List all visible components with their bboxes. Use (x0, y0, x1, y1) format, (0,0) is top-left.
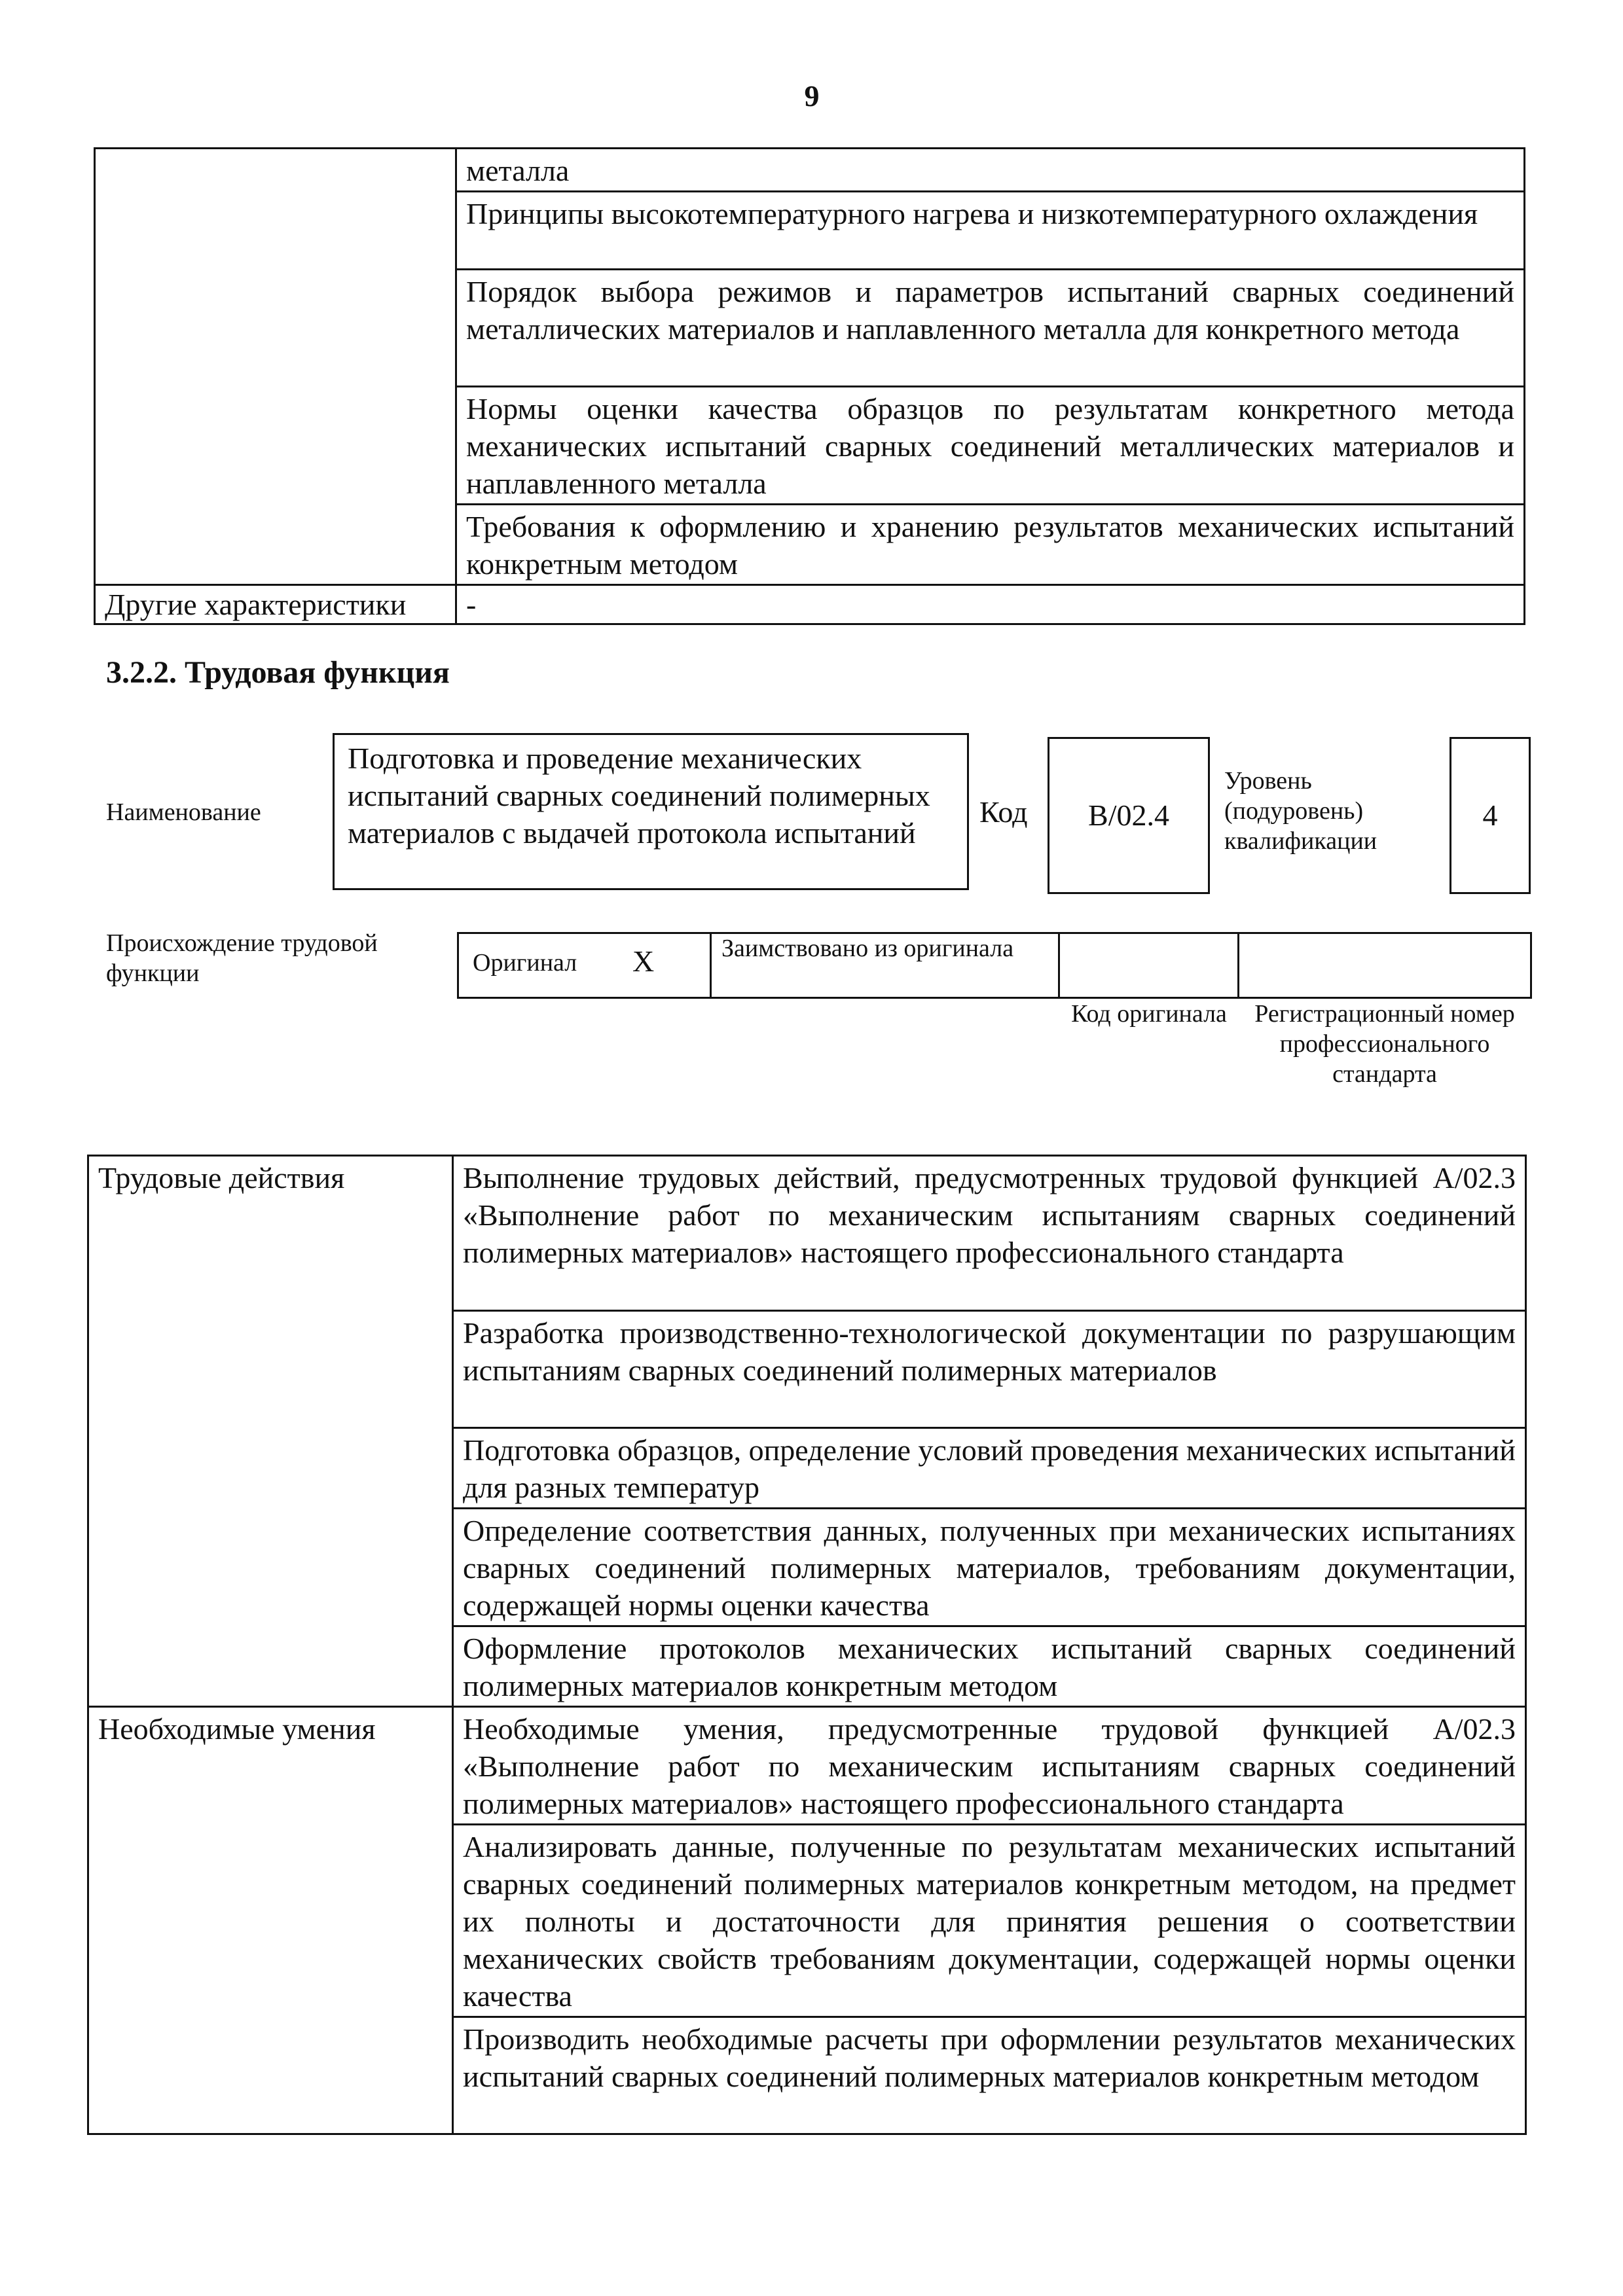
knowledge-item: Нормы оценки качества образцов по результатам конкретного метода механических испытаний сварных соединений металлических материалов и наплавленного металла (456, 387, 1525, 505)
code-original-caption: Код оригинала (1071, 1000, 1227, 1028)
origin-divider (710, 932, 712, 999)
empty-label-cell (95, 149, 456, 585)
origin-label: Происхождение трудовой функции (106, 929, 378, 987)
table-row (88, 1156, 1526, 1311)
other-characteristics-label: Другие характеристики (95, 585, 456, 624)
knowledge-item: Порядок выбора режимов и параметров испытаний сварных соединений металлических материалов и наплавленного металла для конкретного метода (456, 270, 1525, 387)
table-row (95, 149, 1525, 192)
name-label: Наименование (106, 798, 261, 826)
original-label: Оригинал (473, 949, 577, 977)
borrowed-label: Заимствовано из оригинала (721, 935, 1014, 962)
actions-label: Трудовые действия (88, 1156, 453, 1707)
skill-item: Необходимые умения, предусмотренные трудовой функцией А/02.3 «Выполнение работ по механическим испытаниям сварных соединений полимерных материалов» настоящего профессионального стандарта (453, 1707, 1526, 1825)
code-label: Код (979, 795, 1028, 829)
code-box (1048, 737, 1210, 894)
section-heading: 3.2.2. Трудовая функция (106, 655, 450, 690)
other-characteristics-value: - (456, 585, 1525, 624)
original-mark: X (632, 944, 655, 978)
origin-divider (1058, 932, 1060, 999)
skill-item: Анализировать данные, полученные по результатам механических испытаний сварных соединений полимерных материалов конкретным методом, на предмет их полноты и достаточности для принятия решения о соответствии механических свойств требованиям документации, содержащей нормы оценки качества (453, 1825, 1526, 2017)
action-item: Выполнение трудовых действий, предусмотренных трудовой функцией А/02.3 «Выполнение работ по механическим испытаниям сварных соединений полимерных материалов» настоящего профессионального стандарта (453, 1156, 1526, 1311)
reg-number-caption: Регистрационный номер профессионального стандарта (1254, 1000, 1515, 1088)
table-row (88, 1707, 1526, 1825)
skill-item: Производить необходимые расчеты при оформлении результатов механических испытаний сварных соединений полимерных материалов конкретным методом (453, 2017, 1526, 2134)
action-item: Подготовка образцов, определение условий проведения механических испытаний для разных температур (453, 1428, 1526, 1509)
level-label: Уровень (подуровень) квалификации (1224, 767, 1377, 855)
action-item: Разработка производственно-технологической документации по разрушающим испытаниям сварных соединений полимерных материалов (453, 1311, 1526, 1428)
code-value: B/02.4 (1088, 798, 1169, 832)
table-row (95, 585, 1525, 624)
skills-label: Необходимые умения (88, 1707, 453, 2134)
function-name-box: Подготовка и проведение механических испытаний сварных соединений полимерных материалов с выдачей протокола испытаний (333, 733, 969, 890)
knowledge-item: Требования к оформлению и хранению результатов механических испытаний конкретным методом (456, 505, 1525, 585)
knowledge-table-continuation (94, 147, 1525, 625)
actions-skills-table (87, 1155, 1527, 2135)
level-box (1450, 737, 1531, 894)
page-number: 9 (804, 79, 820, 113)
action-item: Определение соответствия данных, полученных при механических испытаниях сварных соединений полимерных материалов, требованиям документации, содержащей нормы оценки качества (453, 1509, 1526, 1626)
origin-divider (1237, 932, 1239, 999)
knowledge-item: Принципы высокотемпературного нагрева и низкотемпературного охлаждения (456, 192, 1525, 270)
level-value: 4 (1482, 798, 1498, 832)
knowledge-item: металла (456, 149, 1525, 192)
action-item: Оформление протоколов механических испытаний сварных соединений полимерных материалов конкретным методом (453, 1626, 1526, 1707)
